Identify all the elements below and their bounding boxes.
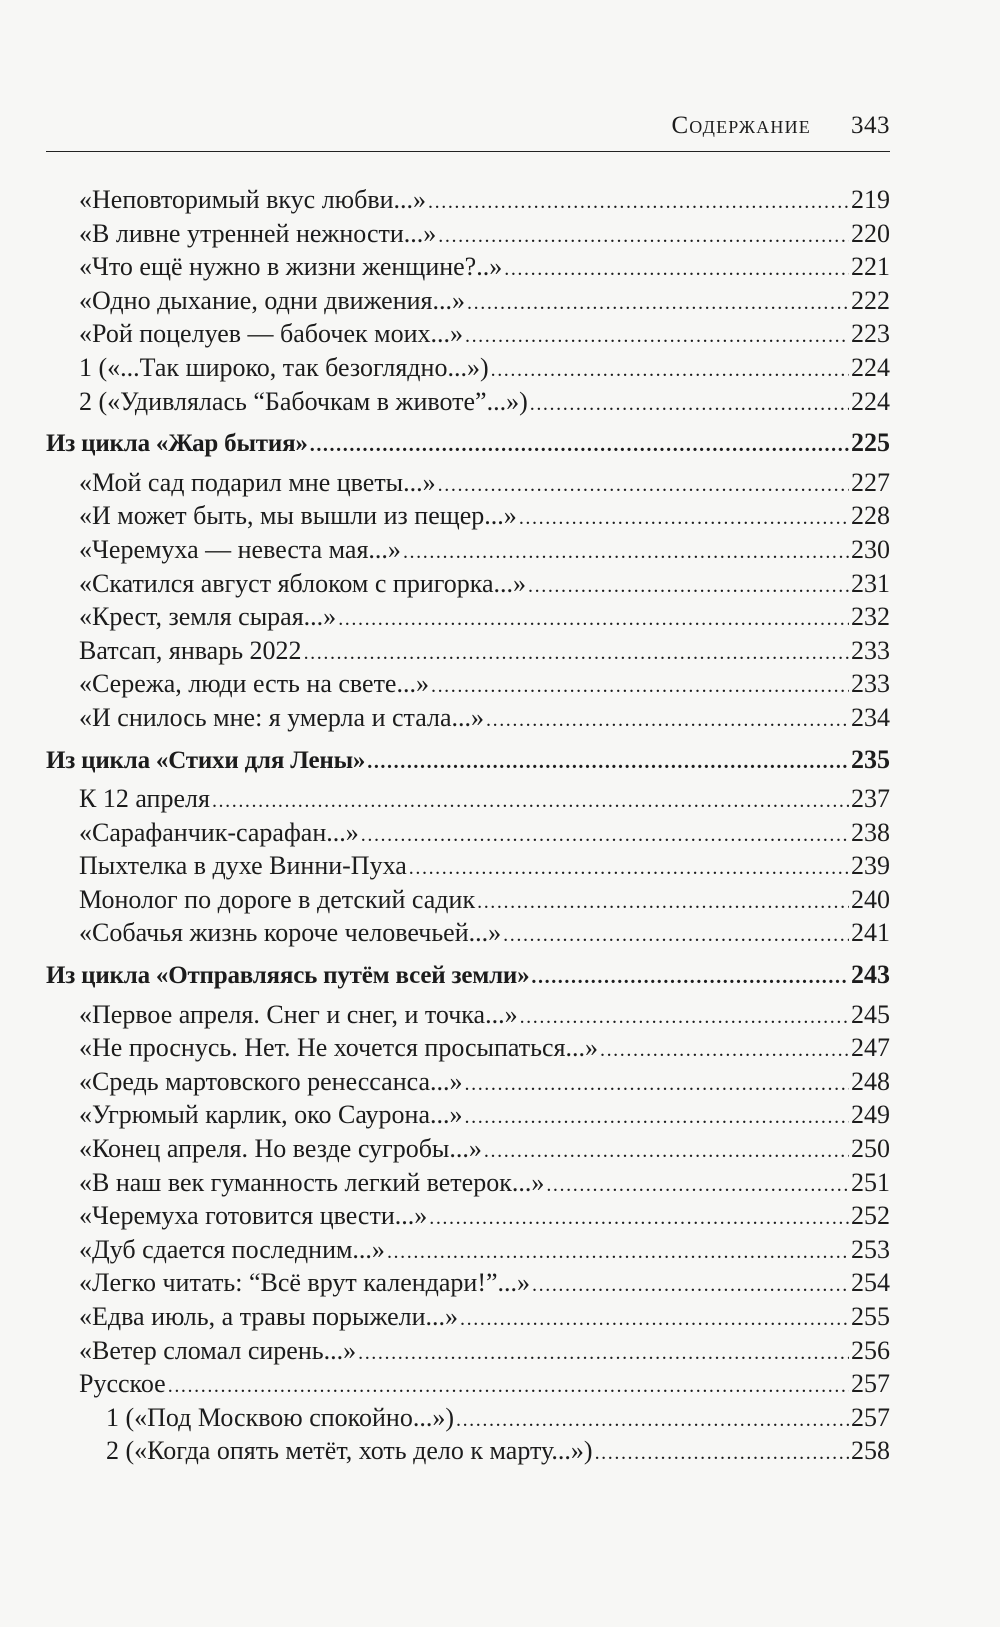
toc-entry-title: «Легко читать: “Всё врут календари!”...»: [79, 1268, 531, 1298]
dot-leader: [528, 570, 849, 604]
dot-leader: [428, 186, 849, 220]
toc-entry-title: «Едва июль, а травы порыжели...»: [79, 1302, 459, 1331]
toc-entry-title: «Угрюмый карлик, око Саурона...»: [79, 1100, 463, 1130]
dot-leader: [467, 287, 849, 321]
header-rule: [46, 151, 890, 152]
dot-leader: [486, 704, 849, 738]
dot-leader: [212, 785, 849, 819]
toc-section-heading: [46, 426, 890, 460]
toc-entry: [46, 183, 890, 217]
toc-entry: [46, 1132, 890, 1166]
toc-page-number: 228: [851, 501, 890, 531]
dot-leader: [530, 388, 849, 422]
toc-page-number: 249: [851, 1100, 890, 1130]
toc-section-title: Из цикла «Отправляясь путём всей земли»: [46, 962, 530, 990]
toc-entry-title: К 12 апреля: [79, 784, 210, 814]
toc-entry-title: «Ветер сломал сирень...»: [79, 1335, 357, 1365]
toc-entry-title: 2 («Когда опять метёт, хоть дело к марту...»): [106, 1436, 593, 1466]
toc-entry: [46, 1065, 890, 1099]
toc-page-number: 247: [851, 1033, 890, 1063]
dot-leader: [409, 852, 849, 886]
toc-page-number: 233: [851, 635, 890, 665]
toc-entry-title: «Собачья жизнь короче человечьей...»: [79, 918, 502, 948]
toc-page-number: 256: [851, 1335, 890, 1365]
toc-entry-title: «Черемуха — невеста мая...»: [79, 534, 401, 564]
dot-leader: [465, 1068, 850, 1102]
toc-page-number: 231: [851, 568, 890, 598]
toc-entry: [46, 1334, 890, 1368]
toc-entry-title: Монолог по дороге в детский садик: [79, 884, 476, 914]
dot-leader: [491, 354, 849, 388]
toc-entry: [46, 1031, 890, 1065]
toc-entry: [46, 284, 890, 318]
toc-entry: [46, 567, 890, 601]
toc-entry-title: «Скатился август яблоком с пригорка...»: [79, 568, 527, 598]
toc-section-heading: [46, 958, 890, 992]
toc-page-number: 227: [851, 467, 890, 497]
toc-entry-title: «Конец апреля. Но везде сугробы...»: [79, 1134, 482, 1164]
toc-entry: [46, 533, 890, 567]
toc-page-number: 232: [851, 602, 890, 632]
toc-entry-title: 2 («Удивлялась “Бабочкам в животе”...»): [79, 386, 528, 416]
running-title: Содержание: [671, 112, 811, 139]
toc-page-number: 230: [851, 534, 890, 564]
toc-entry: [46, 466, 890, 500]
running-head: [46, 112, 890, 152]
toc-page-number: 258: [851, 1436, 890, 1466]
dot-leader: [438, 220, 849, 254]
dot-leader: [310, 429, 849, 463]
toc-entry-title: «Неповторимый вкус любви...»: [79, 185, 427, 214]
dot-leader: [465, 1101, 850, 1135]
toc-entry: [46, 701, 890, 735]
dot-leader: [531, 961, 849, 995]
toc-page-number: 221: [851, 252, 890, 282]
dot-leader: [503, 919, 849, 953]
toc-entry: [46, 1166, 890, 1200]
toc-entry: [46, 385, 890, 419]
dot-leader: [429, 1202, 849, 1236]
toc-page-number: 219: [851, 185, 890, 214]
dot-leader: [456, 1404, 849, 1438]
toc-page-number: 222: [851, 285, 890, 315]
toc-page-number: 257: [851, 1402, 890, 1432]
toc-page-number: 245: [851, 999, 890, 1029]
toc-entry: [46, 816, 890, 850]
dot-leader: [304, 637, 849, 671]
dot-leader: [519, 502, 849, 536]
toc-entry-title: Пыхтелка в духе Винни-Пуха: [79, 851, 407, 881]
dot-leader: [504, 253, 849, 287]
toc-entry: [46, 782, 890, 816]
dot-leader: [595, 1437, 849, 1471]
toc-page-number: 243: [851, 960, 890, 990]
toc-entry-title: «В ливне утренней нежности...»: [79, 218, 437, 248]
toc-entry: [46, 1098, 890, 1132]
dot-leader: [358, 1337, 849, 1371]
toc-entry: [46, 1367, 890, 1401]
toc-page-number: 257: [851, 1369, 890, 1399]
table-of-contents: [46, 183, 890, 1468]
toc-page-number: 251: [851, 1167, 890, 1197]
toc-entry: [46, 1434, 890, 1468]
toc-entry-title: «Крест, земля сырая...»: [79, 602, 337, 632]
toc-entry-title: «И снилось мне: я умерла и стала...»: [79, 702, 484, 732]
dot-leader: [484, 1135, 849, 1169]
toc-page-number: 223: [851, 319, 890, 349]
dot-leader: [477, 886, 849, 920]
toc-entry: [46, 634, 890, 668]
toc-entry: [46, 600, 890, 634]
toc-entry: [46, 499, 890, 533]
toc-entry: [46, 998, 890, 1032]
toc-entry-title: «Черемуха готовится цвести...»: [79, 1201, 428, 1231]
dot-leader: [438, 469, 849, 503]
toc-entry-title: «Сарафанчик-сарафан...»: [79, 817, 359, 847]
toc-entry-title: «Что ещё нужно в жизни женщине?..»: [79, 252, 503, 282]
toc-entry: [46, 1199, 890, 1233]
toc-entry: [46, 916, 890, 950]
dot-leader: [387, 1236, 849, 1270]
page-number: 343: [851, 112, 890, 139]
toc-page-number: 240: [851, 884, 890, 914]
dot-leader: [367, 746, 849, 780]
toc-entry: [46, 667, 890, 701]
toc-entry-title: «Сережа, люди есть на свете...»: [79, 669, 429, 699]
toc-entry-title: «И может быть, мы вышли из пещер...»: [79, 501, 517, 531]
toc-entry-title: Ватсап, январь 2022: [79, 635, 302, 665]
toc-page-number: 253: [851, 1234, 890, 1264]
toc-entry: [46, 317, 890, 351]
toc-section-title: Из цикла «Жар бытия»: [46, 430, 308, 458]
toc-page-number: 224: [851, 386, 890, 416]
toc-section-heading: [46, 743, 890, 777]
toc-page-number: 238: [851, 817, 890, 847]
toc-entry-title: Русское: [79, 1369, 166, 1399]
dot-leader: [338, 603, 849, 637]
toc-page-number: 241: [851, 918, 890, 948]
dot-leader: [600, 1034, 849, 1068]
toc-entry-title: «В наш век гуманность легкий ветерок...»: [79, 1167, 545, 1197]
toc-entry: [46, 883, 890, 917]
toc-entry-title: «Мой сад подарил мне цветы...»: [79, 467, 436, 497]
dot-leader: [532, 1269, 849, 1303]
toc-page-number: 224: [851, 352, 890, 382]
toc-page-number: 225: [851, 428, 890, 458]
toc-page-number: 254: [851, 1268, 890, 1298]
dot-leader: [465, 320, 849, 354]
toc-entry: [46, 1233, 890, 1267]
toc-page-number: 250: [851, 1134, 890, 1164]
toc-entry-title: «Средь мартовского ренессанса...»: [79, 1066, 463, 1096]
toc-entry-title: «Рой поцелуев — бабочек моих...»: [79, 319, 463, 349]
toc-page-number: 237: [851, 784, 890, 814]
toc-entry-title: 1 («...Так широко, так безоглядно...»): [79, 352, 489, 382]
toc-section-title: Из цикла «Стихи для Лены»: [46, 746, 366, 774]
toc-page-number: 234: [851, 702, 890, 732]
toc-entry: [46, 1300, 890, 1334]
toc-entry-title: 1 («Под Москвою спокойно...»): [106, 1402, 454, 1432]
toc-page-number: 252: [851, 1201, 890, 1231]
dot-leader: [431, 670, 849, 704]
toc-entry-title: «Одно дыхание, одни движения...»: [79, 285, 466, 315]
toc-entry: [46, 351, 890, 385]
toc-entry-title: «Дуб сдается последним...»: [79, 1234, 385, 1264]
toc-page-number: 233: [851, 669, 890, 699]
toc-entry: [46, 1401, 890, 1435]
toc-page-number: 235: [851, 744, 890, 774]
toc-entry: [46, 217, 890, 251]
toc-page-number: 255: [851, 1302, 890, 1331]
toc-entry: [46, 250, 890, 284]
toc-page-number: 220: [851, 218, 890, 248]
dot-leader: [546, 1169, 849, 1203]
toc-page-number: 248: [851, 1066, 890, 1096]
toc-entry-title: «Первое апреля. Снег и снег, и точка...»: [79, 999, 518, 1029]
dot-leader: [361, 819, 849, 853]
dot-leader: [460, 1303, 849, 1337]
toc-page-number: 239: [851, 851, 890, 881]
toc-entry-title: «Не проснусь. Нет. Не хочется просыпаться...»: [79, 1033, 598, 1063]
dot-leader: [520, 1001, 849, 1035]
dot-leader: [168, 1370, 849, 1404]
toc-entry: [46, 849, 890, 883]
toc-entry: [46, 1266, 890, 1300]
dot-leader: [403, 536, 849, 570]
